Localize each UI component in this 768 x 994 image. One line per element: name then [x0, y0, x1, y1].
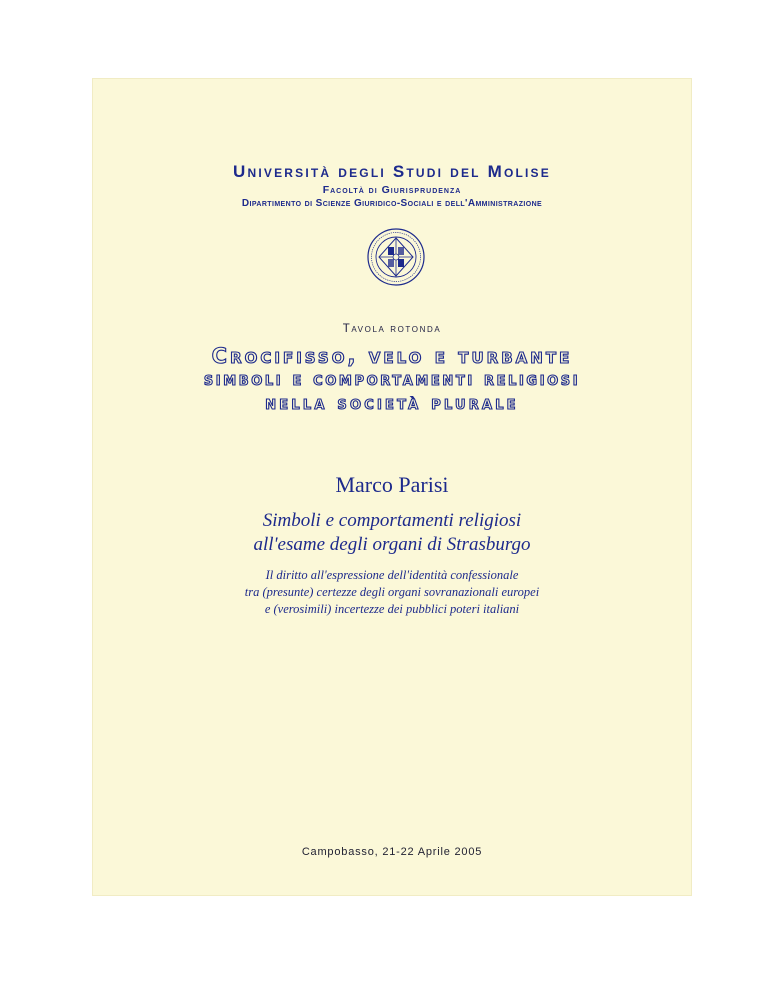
department-name: Dipartimento di Scienze Giuridico-Sociali e dell'Amministrazione — [241, 198, 543, 209]
paper-subtitle-line-2: tra (presunte) certezze degli organi sovranazionali europei — [244, 585, 540, 599]
author-name: Marco Parisi — [335, 472, 449, 497]
event-type: Tavola rotonda — [342, 323, 442, 335]
university-seal-icon — [366, 227, 426, 287]
university-name: Università degli Studi del Molise — [233, 162, 551, 181]
paper-subtitle-line-1: Il diritto all'espressione dell'identità confessionale — [265, 568, 519, 582]
paper-title-line-2: all'esame degli organi di Strasburgo — [253, 534, 531, 555]
paper-title-line-1: Simboli e comportamenti religiosi — [262, 510, 522, 531]
faculty-name: Facoltà di Giurisprudenza — [322, 184, 462, 196]
event-title-line-3: nella società plurale — [265, 392, 519, 414]
event-title-line-1: Crocifisso, velo e turbante — [211, 344, 573, 368]
paper-subtitle-line-3: e (verosimili) incertezze dei pubblici poteri italiani — [264, 602, 520, 616]
event-title-line-2: simboli e comportamenti religiosi — [203, 368, 581, 390]
document-cover — [92, 78, 692, 896]
place-and-date: Campobasso, 21-22 Aprile 2005 — [301, 846, 483, 858]
